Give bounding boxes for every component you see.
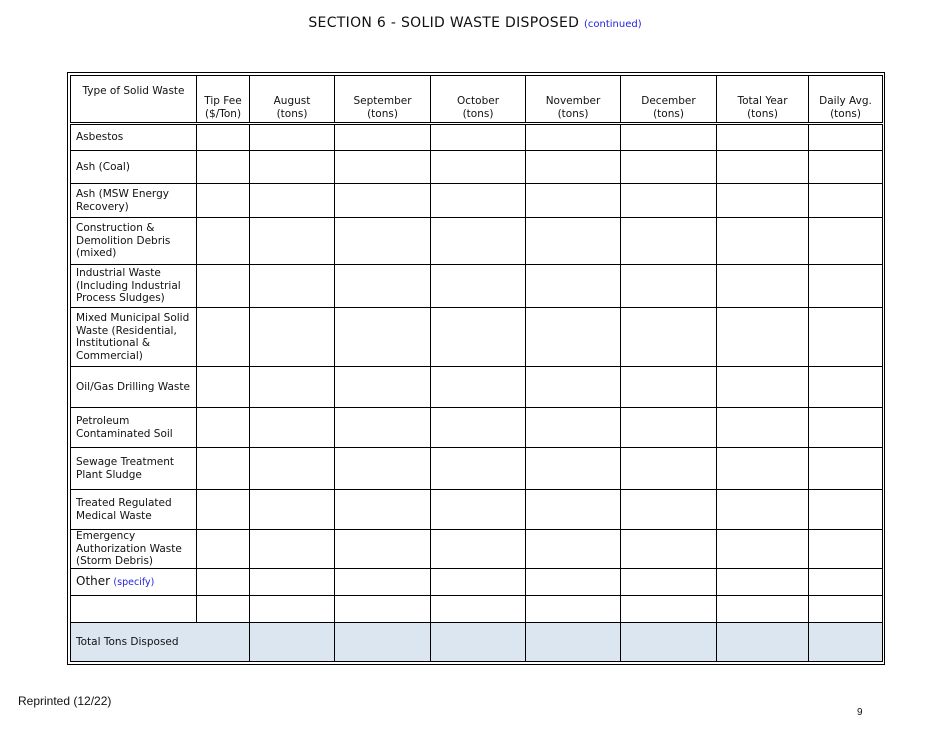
column-header	[621, 76, 717, 124]
entry-cell[interactable]	[717, 218, 809, 265]
entry-cell[interactable]	[621, 596, 717, 623]
total-entry-cell[interactable]	[526, 623, 621, 662]
waste-type-cell	[71, 124, 197, 151]
entry-cell[interactable]	[526, 367, 621, 408]
column-header-line1: Daily Avg.	[819, 95, 872, 107]
entry-cell[interactable]	[621, 265, 717, 308]
entry-cell[interactable]	[717, 596, 809, 623]
entry-cell[interactable]	[809, 218, 883, 265]
entry-cell[interactable]	[717, 124, 809, 151]
entry-cell[interactable]	[197, 308, 250, 367]
column-header-line2: (tons)	[830, 107, 861, 120]
table-row	[71, 308, 883, 367]
entry-cell[interactable]	[717, 569, 809, 596]
entry-cell[interactable]	[197, 596, 250, 623]
entry-cell[interactable]	[335, 596, 431, 623]
total-label-cell	[71, 623, 250, 662]
waste-type-cell	[71, 265, 197, 308]
entry-cell[interactable]	[526, 124, 621, 151]
entry-cell[interactable]	[526, 490, 621, 530]
entry-cell[interactable]	[431, 218, 526, 265]
waste-type-cell	[71, 184, 197, 218]
entry-cell[interactable]	[431, 367, 526, 408]
total-tons-label: Total Tons Disposed	[76, 635, 179, 648]
entry-cell[interactable]	[717, 308, 809, 367]
column-header-line1: September	[353, 95, 412, 107]
waste-type-cell	[71, 151, 197, 184]
waste-type-label: Mixed Municipal Solid Waste (Residential, Institutional & Commercial)	[76, 312, 190, 362]
entry-cell[interactable]	[526, 184, 621, 218]
waste-type-label: Construction & Demolition Debris (mixed)	[76, 222, 171, 260]
entry-cell[interactable]	[335, 408, 431, 448]
solid-waste-table-frame	[67, 72, 885, 665]
waste-type-label: Treated Regulated Medical Waste	[76, 497, 172, 522]
entry-cell[interactable]	[621, 367, 717, 408]
entry-cell[interactable]	[250, 569, 335, 596]
entry-cell[interactable]	[250, 124, 335, 151]
entry-cell[interactable]	[197, 151, 250, 184]
entry-cell[interactable]	[621, 490, 717, 530]
entry-cell[interactable]	[197, 490, 250, 530]
entry-cell[interactable]	[335, 490, 431, 530]
entry-cell[interactable]	[335, 124, 431, 151]
entry-cell[interactable]	[809, 124, 883, 151]
entry-cell[interactable]	[197, 367, 250, 408]
reprinted-note: Reprinted (12/22)	[18, 694, 112, 708]
table-row	[71, 448, 883, 490]
entry-cell[interactable]	[431, 596, 526, 623]
total-entry-cell[interactable]	[717, 623, 809, 662]
entry-cell[interactable]	[621, 408, 717, 448]
entry-cell[interactable]	[250, 448, 335, 490]
entry-cell[interactable]	[717, 530, 809, 569]
entry-cell[interactable]	[431, 308, 526, 367]
entry-cell[interactable]	[526, 448, 621, 490]
column-header	[335, 76, 431, 124]
column-header-line1: November	[545, 95, 601, 107]
entry-cell[interactable]	[809, 448, 883, 490]
entry-cell[interactable]	[621, 569, 717, 596]
column-header-line2: (tons)	[653, 107, 684, 120]
entry-cell[interactable]	[717, 490, 809, 530]
waste-type-cell	[71, 569, 197, 596]
column-header-line2: (tons)	[462, 107, 494, 120]
column-header	[809, 76, 883, 124]
table-row	[71, 184, 883, 218]
waste-type-label: Sewage Treatment Plant Sludge	[76, 456, 175, 481]
entry-cell[interactable]	[809, 596, 883, 623]
table-row	[71, 218, 883, 265]
table-row	[71, 569, 883, 596]
entry-cell[interactable]	[526, 308, 621, 367]
section-title: SECTION 6 - SOLID WASTE DISPOSED	[308, 15, 580, 31]
entry-cell[interactable]	[250, 151, 335, 184]
page-number: 9	[857, 707, 863, 718]
waste-type-label: Emergency Authorization Waste (Storm Debris)	[76, 530, 182, 568]
entry-cell[interactable]	[526, 265, 621, 308]
entry-cell[interactable]	[621, 530, 717, 569]
entry-cell[interactable]	[717, 265, 809, 308]
entry-cell[interactable]	[621, 184, 717, 218]
entry-cell[interactable]	[197, 569, 250, 596]
column-header-line2: (tons)	[557, 107, 589, 120]
waste-type-cell	[71, 308, 197, 367]
table-row	[71, 367, 883, 408]
waste-type-cell	[71, 490, 197, 530]
entry-cell[interactable]	[250, 265, 335, 308]
entry-cell[interactable]	[197, 408, 250, 448]
solid-waste-table	[70, 75, 883, 662]
column-header-line1: October	[456, 95, 500, 107]
table-header-row	[71, 76, 883, 124]
entry-cell[interactable]	[335, 184, 431, 218]
entry-cell[interactable]	[250, 596, 335, 623]
entry-cell[interactable]	[526, 569, 621, 596]
entry-cell[interactable]	[197, 184, 250, 218]
entry-cell[interactable]	[335, 530, 431, 569]
entry-cell[interactable]	[809, 367, 883, 408]
entry-cell[interactable]	[621, 218, 717, 265]
entry-cell[interactable]	[431, 151, 526, 184]
entry-cell[interactable]	[250, 184, 335, 218]
entry-cell[interactable]	[431, 408, 526, 448]
column-header	[250, 76, 335, 124]
waste-type-cell	[71, 530, 197, 569]
column-header-line1: Type of Solid Waste	[82, 84, 185, 97]
entry-cell[interactable]	[250, 218, 335, 265]
entry-cell[interactable]	[335, 569, 431, 596]
table-row	[71, 596, 883, 623]
waste-type-label: Petroleum Contaminated Soil	[76, 415, 173, 440]
waste-type-label: Ash (Coal)	[76, 160, 130, 173]
column-header	[526, 76, 621, 124]
waste-type-cell	[71, 448, 197, 490]
total-row	[71, 623, 883, 662]
entry-cell[interactable]	[431, 124, 526, 151]
entry-cell[interactable]	[809, 530, 883, 569]
entry-cell[interactable]	[250, 490, 335, 530]
entry-cell[interactable]	[717, 408, 809, 448]
table-row	[71, 530, 883, 569]
page-title	[0, 15, 950, 31]
total-entry-cell[interactable]	[809, 623, 883, 662]
entry-cell[interactable]	[335, 448, 431, 490]
entry-cell[interactable]	[717, 367, 809, 408]
entry-cell[interactable]	[809, 408, 883, 448]
entry-cell[interactable]	[621, 151, 717, 184]
entry-cell[interactable]	[809, 184, 883, 218]
column-header	[717, 76, 809, 124]
entry-cell[interactable]	[526, 408, 621, 448]
table-row	[71, 151, 883, 184]
entry-cell[interactable]	[621, 448, 717, 490]
entry-cell[interactable]	[526, 530, 621, 569]
table-row	[71, 265, 883, 308]
column-header-line1: Total Year	[737, 95, 788, 107]
table-row	[71, 124, 883, 151]
entry-cell[interactable]	[335, 151, 431, 184]
column-header-line2: ($/Ton)	[204, 107, 242, 120]
entry-cell[interactable]	[431, 184, 526, 218]
waste-type-cell[interactable]	[71, 596, 197, 623]
entry-cell[interactable]	[717, 448, 809, 490]
entry-cell[interactable]	[335, 265, 431, 308]
waste-type-cell	[71, 408, 197, 448]
column-header	[71, 76, 197, 124]
entry-cell[interactable]	[250, 408, 335, 448]
entry-cell[interactable]	[809, 265, 883, 308]
entry-cell[interactable]	[809, 151, 883, 184]
entry-cell[interactable]	[526, 151, 621, 184]
specify-note: (specify)	[113, 576, 155, 588]
table-row	[71, 408, 883, 448]
entry-cell[interactable]	[431, 490, 526, 530]
entry-cell[interactable]	[431, 448, 526, 490]
waste-type-label: Industrial Waste (Including Industrial Process Sludges)	[76, 267, 181, 305]
column-header-line1: December	[641, 95, 696, 107]
entry-cell[interactable]	[197, 218, 250, 265]
entry-cell[interactable]	[335, 218, 431, 265]
entry-cell[interactable]	[250, 308, 335, 367]
entry-cell[interactable]	[250, 367, 335, 408]
column-header-line1: August	[273, 95, 311, 107]
column-header-line1: Tip Fee	[204, 95, 242, 107]
entry-cell[interactable]	[526, 218, 621, 265]
entry-cell[interactable]	[431, 569, 526, 596]
total-entry-cell[interactable]	[621, 623, 717, 662]
continued-note: (continued)	[583, 19, 642, 30]
entry-cell[interactable]	[809, 490, 883, 530]
waste-type-cell	[71, 367, 197, 408]
entry-cell[interactable]	[335, 308, 431, 367]
column-header	[431, 76, 526, 124]
waste-type-cell	[71, 218, 197, 265]
entry-cell[interactable]	[717, 184, 809, 218]
total-entry-cell[interactable]	[431, 623, 526, 662]
entry-cell[interactable]	[197, 124, 250, 151]
column-header-line2: (tons)	[367, 107, 398, 120]
waste-type-label: Ash (MSW Energy Recovery)	[76, 188, 169, 213]
entry-cell[interactable]	[250, 530, 335, 569]
waste-type-label: Asbestos	[76, 131, 124, 144]
entry-cell[interactable]	[431, 265, 526, 308]
entry-cell[interactable]	[335, 367, 431, 408]
waste-type-label: Oil/Gas Drilling Waste	[76, 380, 190, 393]
entry-cell[interactable]	[526, 596, 621, 623]
column-header-line2: (tons)	[747, 107, 778, 120]
entry-cell[interactable]	[621, 124, 717, 151]
waste-type-label: Other	[76, 573, 111, 588]
total-entry-cell[interactable]	[250, 623, 335, 662]
entry-cell[interactable]	[809, 569, 883, 596]
entry-cell[interactable]	[809, 308, 883, 367]
entry-cell[interactable]	[197, 265, 250, 308]
total-entry-cell[interactable]	[335, 623, 431, 662]
entry-cell[interactable]	[197, 530, 250, 569]
entry-cell[interactable]	[431, 530, 526, 569]
entry-cell[interactable]	[621, 308, 717, 367]
column-header	[197, 76, 250, 124]
column-header-line2: (tons)	[276, 107, 308, 120]
entry-cell[interactable]	[717, 151, 809, 184]
table-row	[71, 490, 883, 530]
entry-cell[interactable]	[197, 448, 250, 490]
